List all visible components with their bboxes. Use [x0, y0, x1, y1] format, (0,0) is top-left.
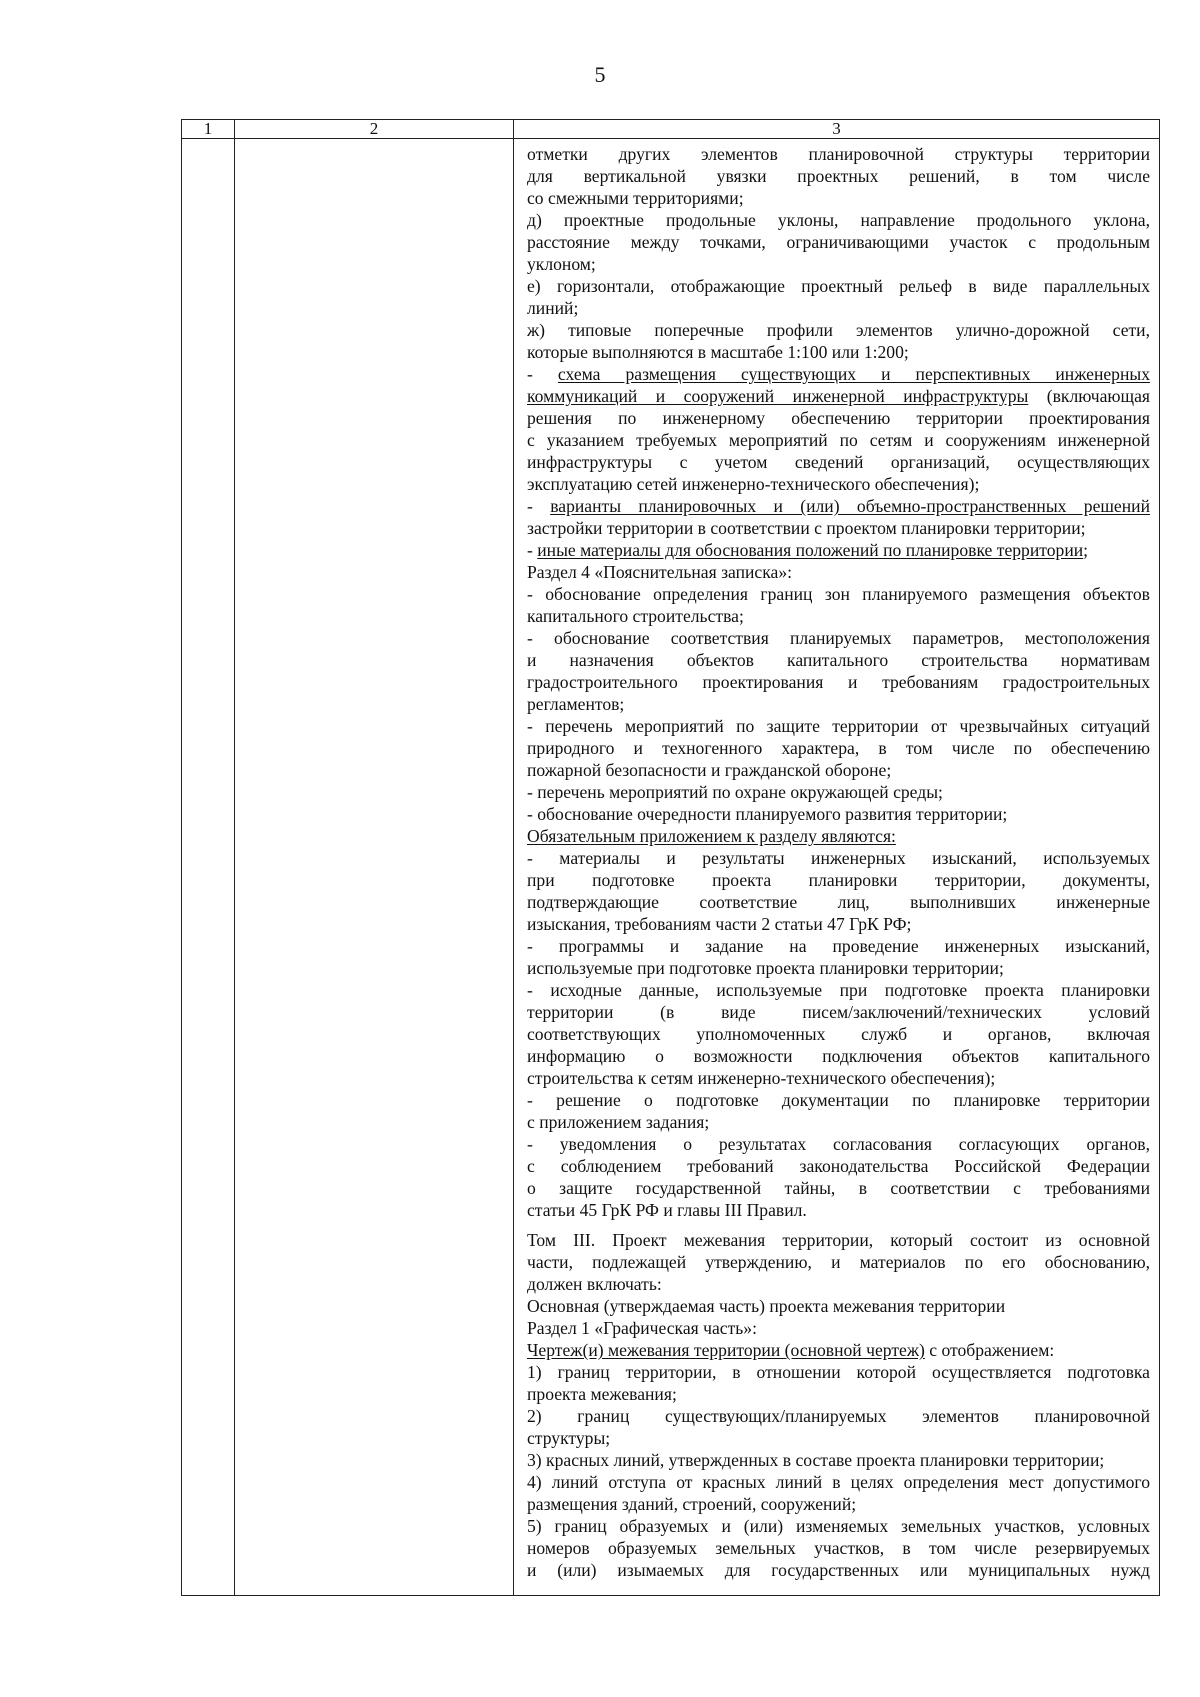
column-3-cell: [514, 139, 1160, 1596]
text-line: [527, 913, 1150, 935]
text-line: [527, 1273, 1150, 1295]
text-line: [527, 583, 1150, 605]
text-line: [527, 1515, 1150, 1537]
text-line: [527, 1155, 1150, 1177]
line-text: Раздел 4 «Пояснительная записка»:: [527, 562, 793, 582]
line-text: 2) границ существующих/планируемых элементов планировочной: [527, 1406, 1150, 1426]
text-line: [527, 935, 1150, 957]
text-line: [527, 1251, 1150, 1273]
table-body-row: [182, 139, 1160, 1596]
line-text: (включающая: [1028, 386, 1150, 406]
text-line: [527, 693, 1150, 715]
text-line: [527, 781, 1150, 803]
text-line: [527, 1317, 1150, 1339]
text-line: [527, 1199, 1150, 1221]
text-line: [527, 187, 1150, 209]
line-text: эксплуатацию сетей инженерно-технического обеспечения);: [527, 474, 980, 494]
underlined-text: коммуникаций и сооружений инженерной инфраструктуры: [527, 386, 1029, 406]
line-text: подтверждающие соответствие лиц, выполнивших инженерные: [527, 892, 1150, 912]
text-line: [527, 649, 1150, 671]
text-line: [527, 1427, 1150, 1449]
line-text: для вертикальной увязки проектных решений, в том числе: [527, 166, 1150, 186]
text-line: [527, 451, 1150, 473]
line-text: застройки территории в соответствии с проектом планировки территории;: [527, 518, 1086, 538]
page-number: 5: [594, 62, 606, 87]
line-text: с соблюдением требований законодательства Российской Федерации: [527, 1156, 1150, 1176]
text-line: [527, 1383, 1150, 1405]
line-text: о защите государственной тайны, в соответствии с требованиями: [527, 1178, 1150, 1198]
text-line: [527, 1339, 1150, 1361]
line-text: -: [527, 364, 558, 384]
text-line: [527, 275, 1150, 297]
line-text: и (или) изымаемых для государственных или муниципальных нужд: [527, 1560, 1150, 1580]
underlined-text: схема размещения существующих и перспективных инженерных: [557, 364, 1150, 384]
line-text: - перечень мероприятий по охране окружающей среды;: [527, 782, 943, 802]
text-line: [527, 517, 1150, 539]
text-line: [527, 737, 1150, 759]
text-line: [527, 1361, 1150, 1383]
text-line: [527, 715, 1150, 737]
line-text: отметки других элементов планировочной структуры территории: [527, 144, 1150, 164]
line-text: - уведомления о результатах согласования согласующих органов,: [527, 1134, 1150, 1154]
line-text: с отображением:: [924, 1340, 1055, 1360]
line-text: ;: [1083, 540, 1089, 560]
text-line: [527, 847, 1150, 869]
text-line: [527, 1537, 1150, 1559]
line-text: - материалы и результаты инженерных изысканий, используемых: [527, 848, 1150, 868]
line-text: расстояние между точками, ограничивающими участок с продольным: [527, 232, 1150, 252]
line-text: инфраструктуры с учетом сведений организаций, осуществляющих: [527, 452, 1150, 472]
underlined-text: иные материалы для обоснования положений по планировке территории: [537, 540, 1084, 560]
line-text: 5) границ образуемых и (или) изменяемых земельных участков, условных: [527, 1516, 1150, 1536]
line-text: регламентов;: [527, 694, 625, 714]
line-text: Основная (утверждаемая часть) проекта межевания территории: [527, 1296, 1006, 1316]
line-text: 1) границ территории, в отношении которой осуществляется подготовка: [527, 1362, 1150, 1382]
text-line: [527, 1067, 1150, 1089]
line-text: статьи 45 ГрК РФ и главы III Правил.: [527, 1200, 807, 1220]
text-line: [527, 869, 1150, 891]
line-text: - программы и задание на проведение инженерных изысканий,: [527, 936, 1150, 956]
line-text: природного и техногенного характера, в том числе по обеспечению: [527, 738, 1150, 758]
column-header-3: 3: [514, 120, 1160, 139]
text-line: [527, 253, 1150, 275]
line-text: решения по инженерному обеспечению территории проектирования: [527, 408, 1150, 428]
line-text: со смежными территориями;: [527, 188, 744, 208]
line-text: пожарной безопасности и гражданской обороне;: [527, 760, 892, 780]
line-text: должен включать:: [527, 1274, 662, 1294]
line-text: д) проектные продольные уклоны, направление продольного уклона,: [527, 210, 1150, 230]
line-text: -: [527, 540, 538, 560]
text-line: [527, 165, 1150, 187]
text-line: [527, 209, 1150, 231]
line-text: изыскания, требованиям части 2 статьи 47 ГрК РФ;: [527, 914, 912, 934]
text-line: [527, 891, 1150, 913]
table-header-row: [182, 120, 1160, 139]
text-line: [527, 1405, 1150, 1427]
text-line: [527, 1295, 1150, 1317]
text-line: [527, 385, 1150, 407]
line-text: информацию о возможности подключения объектов капитального: [527, 1046, 1150, 1066]
line-text: структуры;: [527, 1428, 611, 1448]
text-line: [527, 473, 1150, 495]
line-text: ж) типовые поперечные профили элементов улично-дорожной сети,: [527, 320, 1150, 340]
column-1-cell: [182, 139, 235, 1596]
line-text: 3) красных линий, утвержденных в составе проекта планировки территории;: [527, 1450, 1105, 1470]
line-text: Раздел 1 «Графическая часть»:: [527, 1318, 757, 1338]
document-table: [181, 119, 1160, 1596]
text-line: [527, 1045, 1150, 1067]
text-line: [527, 671, 1150, 693]
text-line: [527, 561, 1150, 583]
text-line: [527, 1471, 1150, 1493]
line-text: проекта межевания;: [527, 1384, 677, 1404]
text-line: [527, 1177, 1150, 1199]
text-line: [527, 143, 1150, 165]
text-line: [527, 627, 1150, 649]
line-text: территории (в виде писем/заключений/технических условий: [527, 1002, 1150, 1022]
line-text: размещения зданий, строений, сооружений;: [527, 1494, 857, 1514]
line-text: которые выполняются в масштабе 1:100 или 1:200;: [527, 342, 909, 362]
line-text: строительства к сетям инженерно-технического обеспечения);: [527, 1068, 996, 1088]
line-text: уклоном;: [527, 254, 596, 274]
text-line: [527, 957, 1150, 979]
underlined-text: Обязательным приложением к разделу являются:: [527, 826, 896, 846]
line-text: с указанием требуемых мероприятий по сетям и сооружениям инженерной: [527, 430, 1150, 450]
text-line: [527, 341, 1150, 363]
line-text: Том III. Проект межевания территории, который состоит из основной: [527, 1230, 1150, 1250]
text-line: [527, 605, 1150, 627]
line-text: части, подлежащей утверждению, и материалов по его обоснованию,: [527, 1252, 1150, 1272]
line-text: - решение о подготовке документации по планировке территории: [527, 1090, 1150, 1110]
text-line: [527, 363, 1150, 385]
line-text: -: [527, 496, 551, 516]
text-line: [527, 539, 1150, 561]
column-header-2: 2: [235, 120, 514, 139]
text-line: [527, 1001, 1150, 1023]
line-text: - обоснование очередности планируемого развития территории;: [527, 804, 1008, 824]
text-line: [527, 759, 1150, 781]
line-text: - обоснование определения границ зон планируемого размещения объектов: [527, 584, 1150, 604]
line-text: капитального строительства;: [527, 606, 744, 626]
text-line: [527, 231, 1150, 253]
line-text: номеров образуемых земельных участков, в том числе резервируемых: [527, 1538, 1150, 1558]
line-text: - обоснование соответствия планируемых параметров, местоположения: [527, 628, 1150, 648]
text-line: [527, 1229, 1150, 1251]
text-line: [527, 407, 1150, 429]
line-text: - перечень мероприятий по защите территории от чрезвычайных ситуаций: [527, 716, 1150, 736]
text-line: [527, 1023, 1150, 1045]
line-text: - исходные данные, используемые при подготовке проекта планировки: [527, 980, 1150, 1000]
text-line: [527, 825, 1150, 847]
text-line: [527, 1559, 1150, 1581]
text-line: [527, 803, 1150, 825]
text-line: [527, 429, 1150, 451]
text-line: [527, 1493, 1150, 1515]
text-line: [527, 319, 1150, 341]
underlined-text: варианты планировочных и (или) объемно-пространственных решений: [550, 496, 1150, 516]
text-line: [527, 495, 1150, 517]
line-text: 4) линий отступа от красных линий в целях определения мест допустимого: [527, 1472, 1150, 1492]
line-text: используемые при подготовке проекта планировки территории;: [527, 958, 1004, 978]
column-2-cell: [235, 139, 514, 1596]
underlined-text: Чертеж(и) межевания территории (основной чертеж): [527, 1340, 925, 1360]
line-text: градостроительного проектирования и требованиям градостроительных: [527, 672, 1150, 692]
line-text: линий;: [527, 298, 579, 318]
document-text: [514, 139, 1159, 1581]
line-text: при подготовке проекта планировки территории, документы,: [527, 870, 1150, 890]
text-line: [527, 1089, 1150, 1111]
line-text: с приложением задания;: [527, 1112, 710, 1132]
text-line: [527, 1111, 1150, 1133]
line-text: и назначения объектов капитального строительства нормативам: [527, 650, 1150, 670]
column-header-1: 1: [182, 120, 235, 139]
text-line: [527, 297, 1150, 319]
line-text: соответствующих уполномоченных служб и органов, включая: [527, 1024, 1150, 1044]
text-line: [527, 1449, 1150, 1471]
text-line: [527, 979, 1150, 1001]
text-line: [527, 1133, 1150, 1155]
line-text: е) горизонтали, отображающие проектный рельеф в виде параллельных: [527, 276, 1150, 296]
